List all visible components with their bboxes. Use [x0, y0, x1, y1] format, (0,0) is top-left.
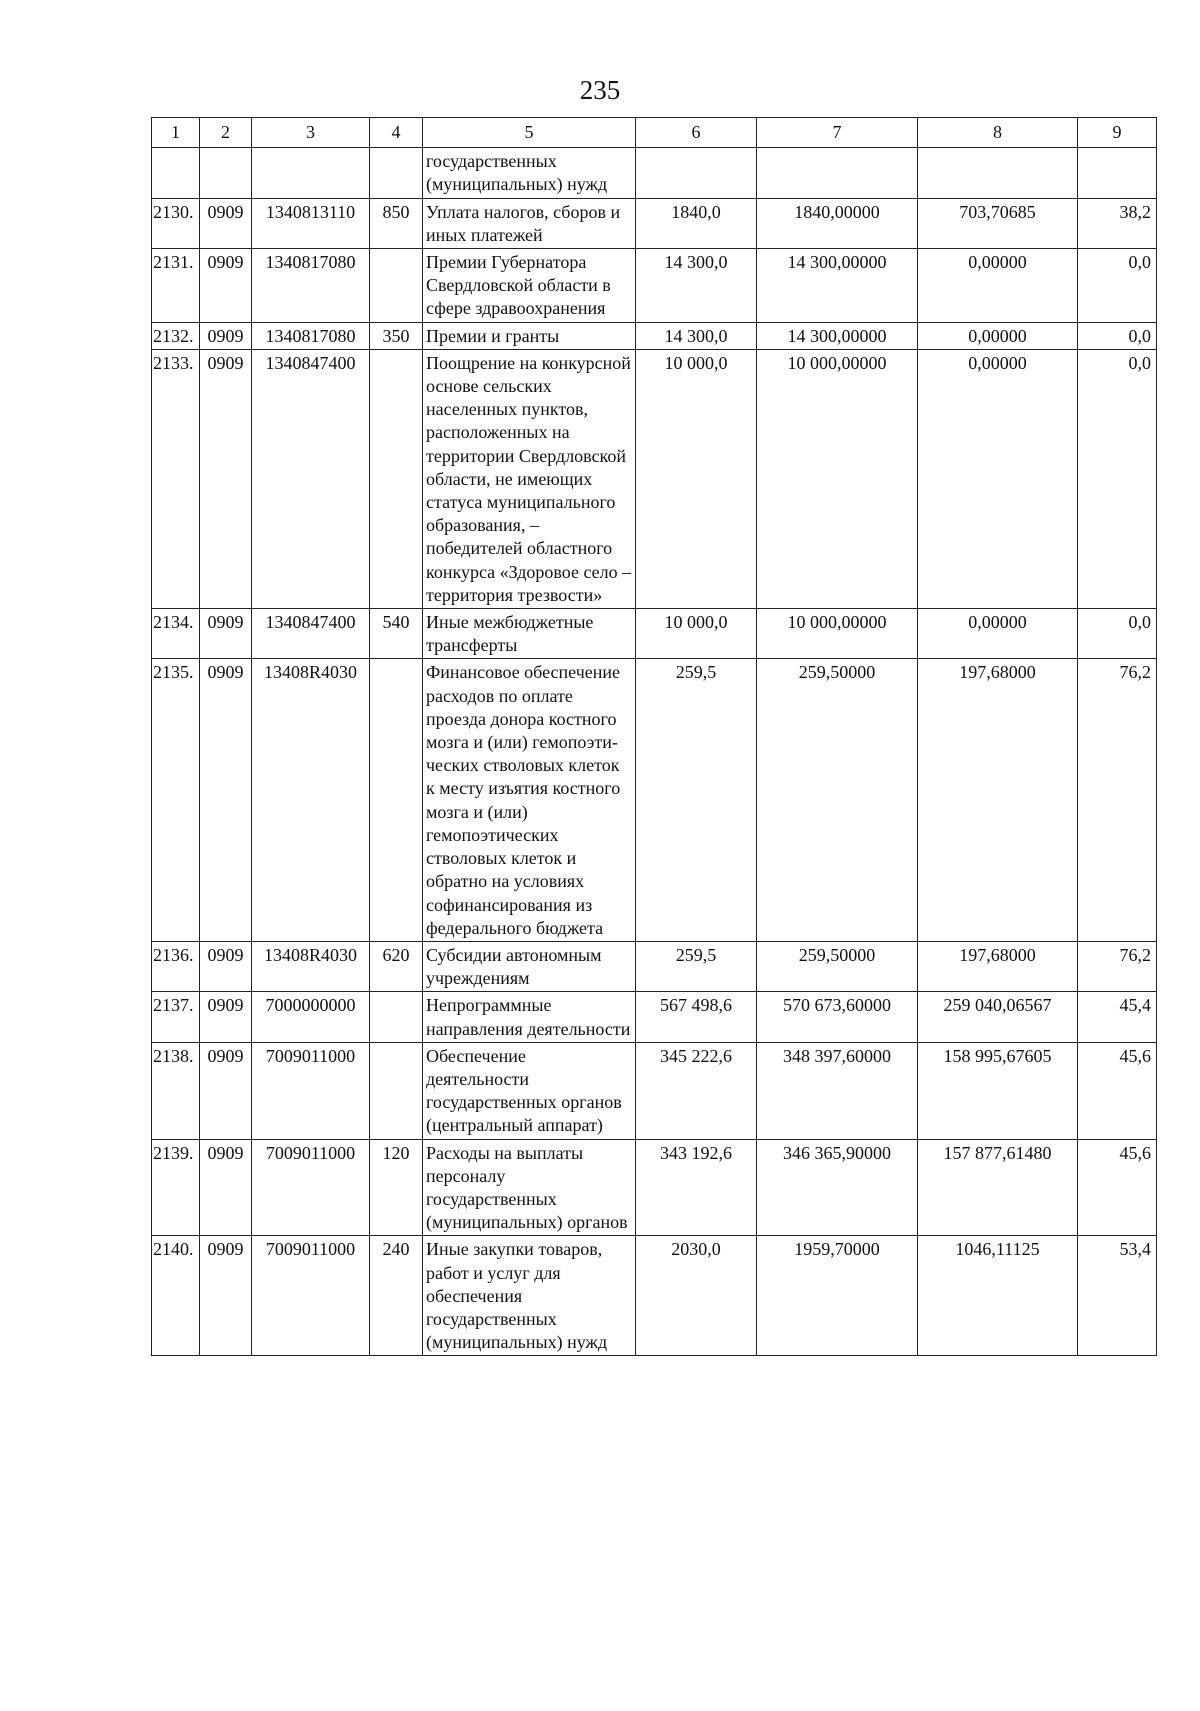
plan-amount-cell — [636, 148, 757, 198]
percent-cell: 76,2 — [1078, 941, 1157, 991]
target-code-cell: 1340817080 — [252, 322, 370, 349]
expense-type-cell: 620 — [370, 941, 423, 991]
row-number-cell: 2130. — [152, 198, 200, 248]
section-code-cell: 0909 — [200, 349, 252, 608]
percent-cell: 38,2 — [1078, 198, 1157, 248]
row-number-cell: 2133. — [152, 349, 200, 608]
row-number-cell: 2132. — [152, 322, 200, 349]
percent-cell: 76,2 — [1078, 659, 1157, 941]
plan-amount-cell: 259,5 — [636, 659, 757, 941]
description-cell: Непрограммные направления деятельности — [423, 992, 636, 1042]
table-row — [152, 322, 1157, 349]
table-row — [152, 1139, 1157, 1236]
plan-amount-cell: 2030,0 — [636, 1236, 757, 1356]
executed-amount-cell — [918, 148, 1078, 198]
target-code-cell: 7009011000 — [252, 1236, 370, 1356]
plan-amount-cell: 259,5 — [636, 941, 757, 991]
percent-cell: 45,4 — [1078, 992, 1157, 1042]
expense-type-cell: 240 — [370, 1236, 423, 1356]
table-row — [152, 992, 1157, 1042]
revised-amount-cell: 10 000,00000 — [757, 349, 918, 608]
description-cell: Расходы на выплаты персоналу государственных (муниципальных) органов — [423, 1139, 636, 1236]
target-code-cell: 1340847400 — [252, 609, 370, 659]
row-number-cell: 2140. — [152, 1236, 200, 1356]
section-code-cell: 0909 — [200, 249, 252, 323]
expense-type-cell — [370, 349, 423, 608]
expense-type-cell: 850 — [370, 198, 423, 248]
column-header: 6 — [636, 118, 757, 148]
revised-amount-cell: 14 300,00000 — [757, 322, 918, 349]
row-number-cell: 2139. — [152, 1139, 200, 1236]
percent-cell: 0,0 — [1078, 249, 1157, 323]
plan-amount-cell: 14 300,0 — [636, 249, 757, 323]
description-cell: государственных (муниципальных) нужд — [423, 148, 636, 198]
plan-amount-cell: 10 000,0 — [636, 349, 757, 608]
plan-amount-cell: 345 222,6 — [636, 1042, 757, 1139]
executed-amount-cell: 197,68000 — [918, 659, 1078, 941]
description-cell: Финансовое обеспечение расходов по оплате проезда донора костного мозга и (или) гемопоэти-ческих стволовых клеток к месту изъятия костного мозга и (или) гемопоэтических стволовых клеток и обратно на условиях софинансирования из федерального бюджета — [423, 659, 636, 941]
row-number-cell: 2136. — [152, 941, 200, 991]
target-code-cell: 1340813110 — [252, 198, 370, 248]
target-code-cell: 13408R4030 — [252, 659, 370, 941]
percent-cell: 0,0 — [1078, 609, 1157, 659]
description-cell: Иные закупки товаров, работ и услуг для обеспечения государственных (муниципальных) нужд — [423, 1236, 636, 1356]
expense-type-cell — [370, 148, 423, 198]
revised-amount-cell: 259,50000 — [757, 941, 918, 991]
executed-amount-cell: 0,00000 — [918, 609, 1078, 659]
target-code-cell: 1340847400 — [252, 349, 370, 608]
executed-amount-cell: 703,70685 — [918, 198, 1078, 248]
plan-amount-cell: 343 192,6 — [636, 1139, 757, 1236]
percent-cell — [1078, 148, 1157, 198]
table-row — [152, 249, 1157, 323]
section-code-cell: 0909 — [200, 1139, 252, 1236]
section-code-cell: 0909 — [200, 322, 252, 349]
section-code-cell: 0909 — [200, 609, 252, 659]
revised-amount-cell: 1959,70000 — [757, 1236, 918, 1356]
executed-amount-cell: 0,00000 — [918, 249, 1078, 323]
plan-amount-cell: 1840,0 — [636, 198, 757, 248]
expense-type-cell: 120 — [370, 1139, 423, 1236]
plan-amount-cell: 14 300,0 — [636, 322, 757, 349]
plan-amount-cell: 10 000,0 — [636, 609, 757, 659]
row-number-cell: 2131. — [152, 249, 200, 323]
description-cell: Уплата налогов, сборов и иных платежей — [423, 198, 636, 248]
description-cell: Поощрение на конкурсной основе сельских населенных пунктов, расположенных на территории Свердловской области, не имеющих статуса муниципального образования, – победителей областного конкурса «Здоровое село – территория трезвости» — [423, 349, 636, 608]
description-cell: Премии Губернатора Свердловской области в сфере здравоохранения — [423, 249, 636, 323]
column-header: 8 — [918, 118, 1078, 148]
executed-amount-cell: 157 877,61480 — [918, 1139, 1078, 1236]
section-code-cell: 0909 — [200, 1042, 252, 1139]
budget-table — [151, 117, 1157, 1356]
revised-amount-cell: 259,50000 — [757, 659, 918, 941]
table-row — [152, 659, 1157, 941]
revised-amount-cell: 10 000,00000 — [757, 609, 918, 659]
column-header: 5 — [423, 118, 636, 148]
expense-type-cell — [370, 1042, 423, 1139]
header-row — [152, 118, 1157, 148]
plan-amount-cell: 567 498,6 — [636, 992, 757, 1042]
description-cell: Субсидии автономным учреждениям — [423, 941, 636, 991]
section-code-cell: 0909 — [200, 941, 252, 991]
target-code-cell — [252, 148, 370, 198]
row-number-cell: 2137. — [152, 992, 200, 1042]
section-code-cell: 0909 — [200, 198, 252, 248]
executed-amount-cell: 0,00000 — [918, 322, 1078, 349]
row-number-cell: 2138. — [152, 1042, 200, 1139]
expense-type-cell: 350 — [370, 322, 423, 349]
expense-type-cell — [370, 659, 423, 941]
revised-amount-cell: 346 365,90000 — [757, 1139, 918, 1236]
section-code-cell: 0909 — [200, 992, 252, 1042]
column-header: 1 — [152, 118, 200, 148]
expense-type-cell: 540 — [370, 609, 423, 659]
executed-amount-cell: 259 040,06567 — [918, 992, 1078, 1042]
percent-cell: 53,4 — [1078, 1236, 1157, 1356]
table-row — [152, 148, 1157, 198]
table-row — [152, 941, 1157, 991]
description-cell: Иные межбюджетные трансферты — [423, 609, 636, 659]
percent-cell: 45,6 — [1078, 1139, 1157, 1236]
executed-amount-cell: 1046,11125 — [918, 1236, 1078, 1356]
section-code-cell — [200, 148, 252, 198]
table-row — [152, 1042, 1157, 1139]
percent-cell: 0,0 — [1078, 349, 1157, 608]
column-header: 7 — [757, 118, 918, 148]
executed-amount-cell: 197,68000 — [918, 941, 1078, 991]
percent-cell: 45,6 — [1078, 1042, 1157, 1139]
section-code-cell: 0909 — [200, 659, 252, 941]
executed-amount-cell: 0,00000 — [918, 349, 1078, 608]
description-cell: Премии и гранты — [423, 322, 636, 349]
revised-amount-cell: 1840,00000 — [757, 198, 918, 248]
column-header: 3 — [252, 118, 370, 148]
table-row — [152, 349, 1157, 608]
row-number-cell: 2135. — [152, 659, 200, 941]
percent-cell: 0,0 — [1078, 322, 1157, 349]
column-header: 4 — [370, 118, 423, 148]
revised-amount-cell: 348 397,60000 — [757, 1042, 918, 1139]
column-header: 9 — [1078, 118, 1157, 148]
description-cell: Обеспечение деятельности государственных органов (центральный аппарат) — [423, 1042, 636, 1139]
table-row — [152, 609, 1157, 659]
target-code-cell: 7009011000 — [252, 1042, 370, 1139]
table-row — [152, 198, 1157, 248]
row-number-cell — [152, 148, 200, 198]
target-code-cell: 13408R4030 — [252, 941, 370, 991]
row-number-cell: 2134. — [152, 609, 200, 659]
target-code-cell: 1340817080 — [252, 249, 370, 323]
target-code-cell: 7000000000 — [252, 992, 370, 1042]
page-number: 235 — [579, 75, 621, 105]
executed-amount-cell: 158 995,67605 — [918, 1042, 1078, 1139]
section-code-cell: 0909 — [200, 1236, 252, 1356]
target-code-cell: 7009011000 — [252, 1139, 370, 1236]
expense-type-cell — [370, 992, 423, 1042]
column-header: 2 — [200, 118, 252, 148]
revised-amount-cell: 14 300,00000 — [757, 249, 918, 323]
table-row — [152, 1236, 1157, 1356]
revised-amount-cell — [757, 148, 918, 198]
expense-type-cell — [370, 249, 423, 323]
revised-amount-cell: 570 673,60000 — [757, 992, 918, 1042]
